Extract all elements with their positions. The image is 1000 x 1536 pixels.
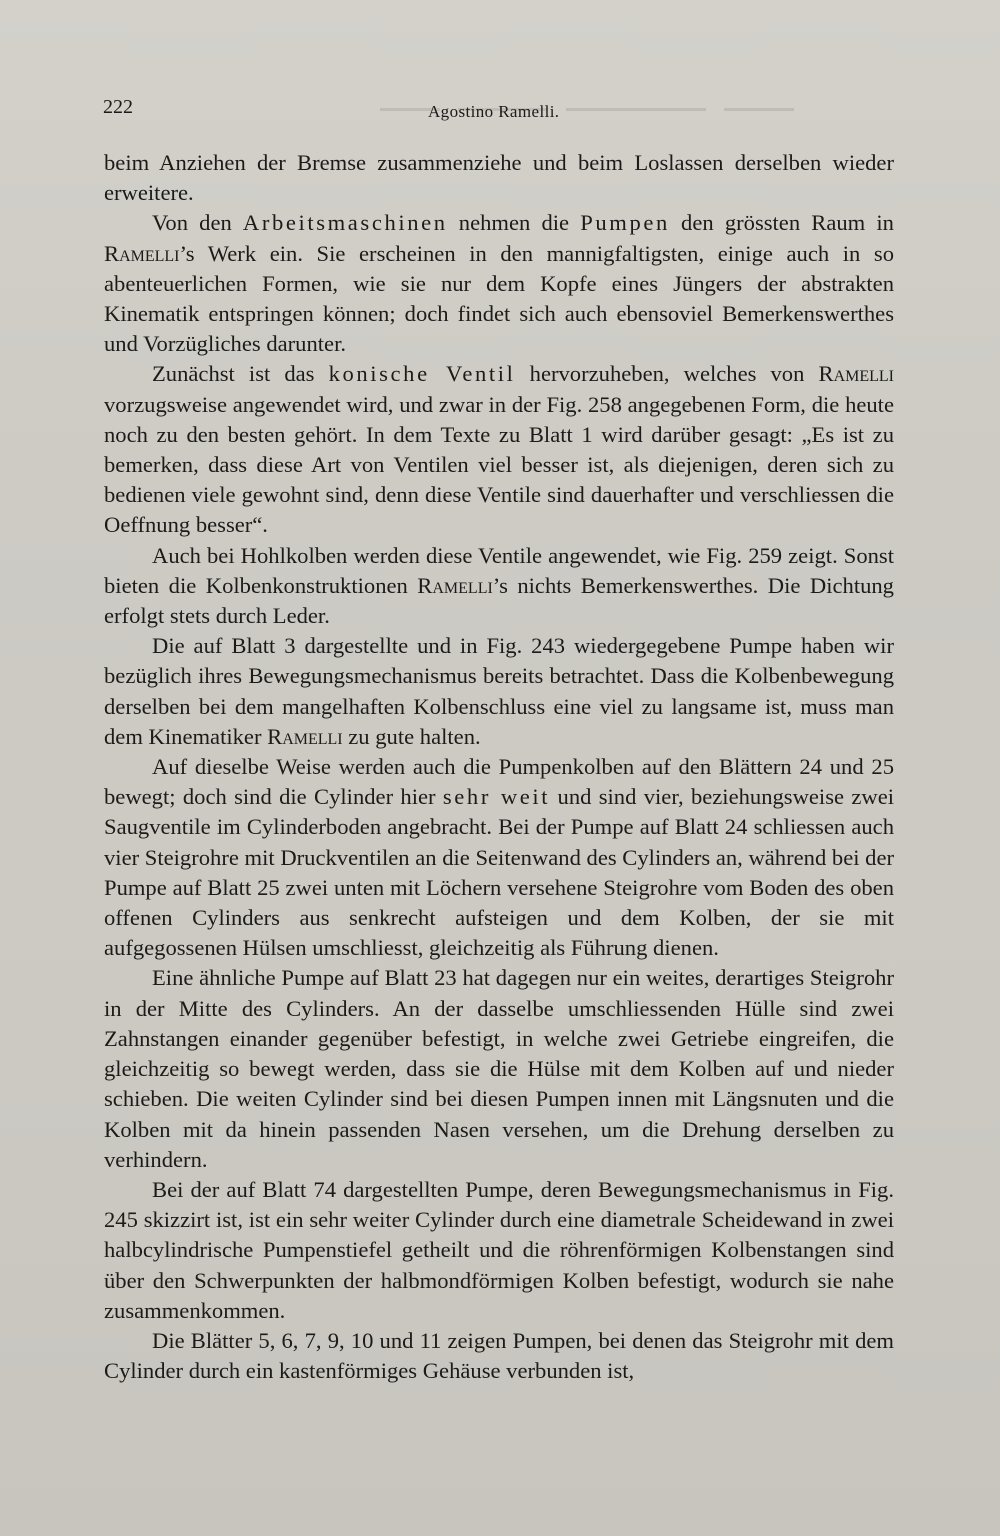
text-run: nehmen die <box>447 210 581 236</box>
emphasis-spaced: konische Ventil <box>328 361 516 387</box>
paragraph <box>104 1175 894 1326</box>
text-run: Zunächst ist das <box>152 361 329 387</box>
paragraph <box>104 1326 894 1386</box>
text-run: und sind vier, beziehungsweise zwei Saugventile im Cylinderboden angebracht. Bei der Pumpe auf Blatt 24 schliessen auch vier Steigrohre mit Druckventilen an die Seitenwand des Cylinders an, während bei der Pumpe auf Blatt 25 zwei unten mit Löchern versehene Steigrohre vom Boden des oben offenen Cylinders aus senkrecht aufsteigen und dem Kolben, der sie mit aufgegossenen Hülsen umschliesst, gleichzeitig als Führung dienen. <box>104 784 895 961</box>
author-name-smallcaps: Ramelli <box>818 361 894 387</box>
page-header <box>103 96 893 126</box>
paragraph <box>104 752 894 963</box>
text-run: Die auf Blatt 3 dargestellte und in Fig. 243 wiedergegebene Pumpe haben wir bezüglich ihres Bewegungsmechanismus bereits betrachtet. Dass die Kolbenbewegung derselben bei dem mangelhaften Kolbenschluss eine viel zu langsame ist, muss man dem Kinematiker <box>104 633 894 749</box>
body-text <box>104 148 894 1386</box>
author-name-smallcaps: Ramelli <box>267 723 343 749</box>
author-name-smallcaps: Ramelli <box>104 240 180 266</box>
text-run: den grössten Raum in <box>669 210 894 236</box>
page-number: 222 <box>103 96 133 118</box>
running-title: Agostino Ramelli. <box>428 102 560 121</box>
author-name-smallcaps: Ramelli <box>417 572 493 598</box>
paragraph <box>104 208 894 359</box>
paragraph <box>104 631 894 752</box>
text-run: Auf dieselbe Weise werden auch die Pumpenkolben auf den Blättern 24 und 25 bewegt; doch sind die Cylinder hier <box>104 754 894 810</box>
emphasis-spaced: Arbeitsmaschinen <box>242 210 448 236</box>
text-run: ’s Werk ein. Sie erscheinen in den mannigfaltigsten, einige auch in so abenteuerlichen Formen, wie sie nur dem Kopfe eines Jüngers der abstrakten Kinematik entspringen können; doch findet sich auch ebensoviel Bemerkenswerthes und Vorzügliches darunter. <box>104 240 894 357</box>
paragraph <box>104 541 894 632</box>
text-run: zu gute halten. <box>342 723 481 749</box>
text-run: beim Anziehen der Bremse zusammenziehe und beim Loslassen derselben wieder erweitere. <box>104 150 894 206</box>
paragraph <box>104 359 894 540</box>
paragraph <box>104 963 894 1174</box>
emphasis-spaced: Pumpen <box>580 210 670 236</box>
text-run: Bei der auf Blatt 74 dargestellten Pumpe, deren Bewegungsmechanismus in Fig. 245 skizzirt ist, ist ein sehr weiter Cylinder durch eine diametrale Scheidewand in zwei halbcylindrische Pumpenstiefel getheilt und die röhrenförmigen Kolbenstangen sind über den Schwerpunkten der halbmondförmigen Kolben befestigt, wodurch sie nahe zusammenkommen. <box>104 1176 894 1323</box>
text-run: Auch bei Hohlkolben werden diese Ventile angewendet, wie Fig. 259 zeigt. Sonst bieten die Kolbenkonstruktionen <box>104 542 894 598</box>
paragraph <box>104 148 894 208</box>
text-run: Die Blätter 5, 6, 7, 9, 10 und 11 zeigen Pumpen, bei denen das Steigrohr mit dem Cylinder durch ein kastenförmiges Gehäuse verbunden ist, <box>104 1327 894 1384</box>
text-run: vorzugsweise angewendet wird, und zwar in der Fig. 258 angegebenen Form, die heute noch zu den besten gehört. In dem Texte zu Blatt 1 wird darüber gesagt: „Es ist zu bemerken, dass diese Art von Ventilen viel besser ist, als diejenigen, deren sich zu bedienen viele gewohnt sind, denn diese Ventile sind dauerhafter und verschliessen die Oeffnung besser“. <box>104 391 894 538</box>
emphasis-spaced: sehr weit <box>442 784 551 810</box>
text-run: ’s nichts Bemerkenswerthes. Die Dichtung erfolgt stets durch Leder. <box>104 572 894 629</box>
text-run: Eine ähnliche Pumpe auf Blatt 23 hat dagegen nur ein weites, derartiges Steigrohr in der Mitte des Cylinders. An der dasselbe umschliessenden Hülle sind zwei Zahnstangen einander gegenüber befestigt, in welche zwei Getriebe eingreifen, die gleichzeitig so bewegt werden, dass sie die Hülse mit dem Kolben auf und nieder schieben. Die weiten Cylinder sind bei diesen Pumpen innen mit Längsnuten und die Kolben mit da hinein passenden Nasen versehen, um die Drehung derselben zu verhindern. <box>104 965 894 1172</box>
text-run: Von den <box>152 210 243 236</box>
text-run: hervorzuheben, welches von <box>515 361 819 387</box>
